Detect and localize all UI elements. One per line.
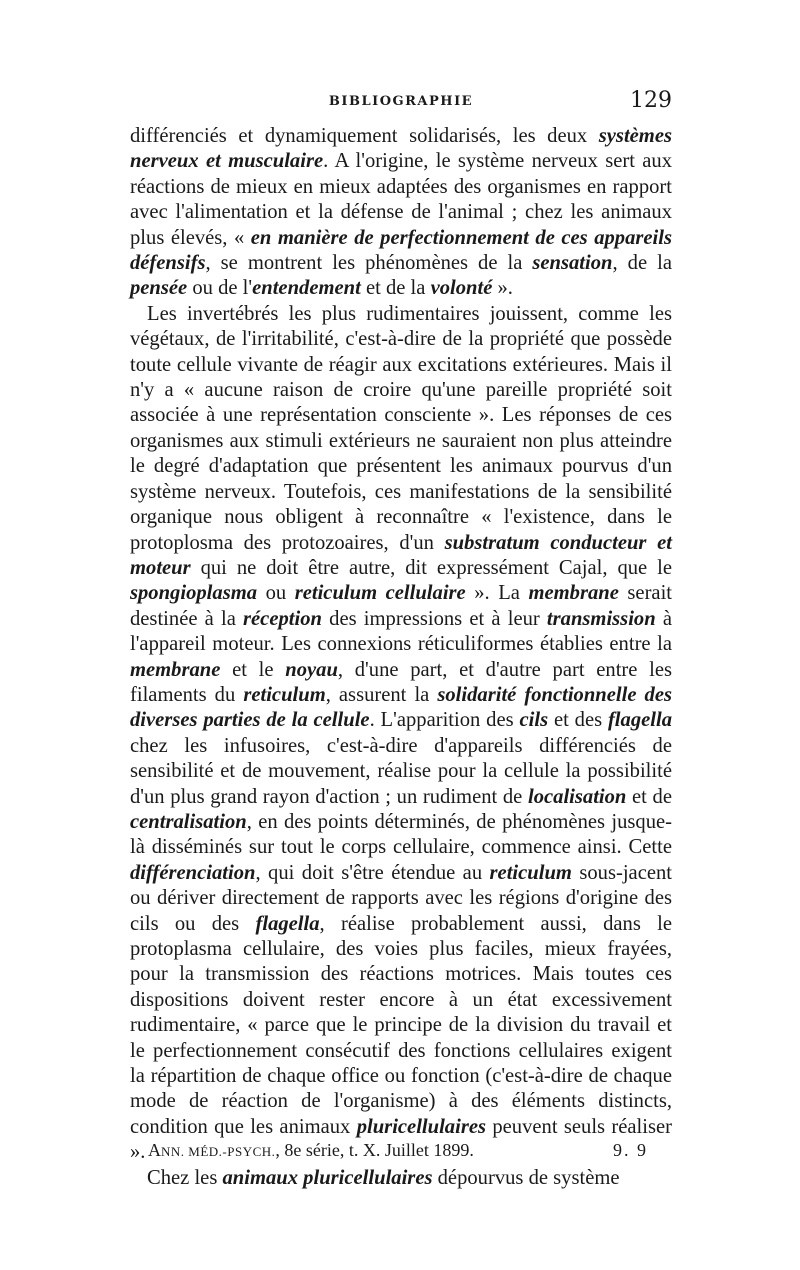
text-run: , assurent la: [325, 683, 438, 706]
italic-term: volonté: [430, 277, 493, 300]
text-run: ».: [492, 277, 513, 300]
journal-abbrev: NN. MÉD.-PSYCH.: [161, 1144, 276, 1159]
text-run: . L'apparition des: [369, 709, 520, 732]
italic-term: substratum conducteur et moteur: [130, 531, 672, 579]
italic-term: localisation: [527, 785, 627, 808]
italic-term: membrane: [130, 658, 221, 681]
italic-term: reticulum: [489, 861, 572, 884]
italic-term: réception: [243, 607, 322, 630]
italic-term: systèmes nerveux et musculaire: [130, 125, 672, 173]
italic-term: animaux pluricellulaires: [222, 1166, 433, 1189]
text-run: chez les infusoires, c'est-à-dire d'appareils différenciés de sensibilité et de mouvement, réalise pour la cellule la possibilité d'un plus grand rayon d'action ; un rudiment de: [130, 734, 672, 808]
italic-term: pensée: [130, 277, 188, 300]
paragraph-3: [130, 1166, 672, 1191]
running-title: BIBLIOGRAPHIE: [328, 94, 474, 109]
text-run: , de la: [612, 252, 672, 275]
journal-issue: , 8e série, t. X. Juillet 1899.: [275, 1140, 474, 1160]
text-run: des impressions et à leur: [321, 607, 547, 630]
page-number: 129: [630, 88, 672, 113]
text-run: ». La: [465, 582, 529, 605]
text-run: ou de l': [187, 277, 253, 300]
text-run: Chez les: [147, 1166, 223, 1189]
italic-term: solidarité fonctionnelle des diverses parties de la cellule: [130, 683, 672, 732]
italic-term: cils: [519, 709, 549, 732]
text-run: et des: [548, 709, 608, 732]
italic-term: flagella: [255, 912, 320, 935]
text-run: , qui doit s'être étendue au: [255, 861, 490, 884]
italic-term: en manière de perfectionnement de ces appareils défensifs: [130, 226, 672, 275]
journal-initial: A: [148, 1140, 161, 1160]
text-run: ou: [257, 582, 295, 605]
text-run: Les invertébrés les plus rudimentaires jouissent, comme les végétaux, de l'irritabilité, c'est-à-dire de la propriété que possède toute cellule vivante de réagir aux excitations extérieures. Mais il n'y a « aucune raison de croire qu'une pareille propriété soit associée à une représentation consciente ». Les réponses de ces organismes aux stimuli extérieurs ne sauraient non plus atteindre le degré d'adaptation que présentent les animaux pourvus d'un système nerveux. Toutefois, ces manifestations de la sensibilité organique nous obligent à reconnaître « l'existence, dans le protoplosma des protozoaires, d'un: [130, 302, 672, 554]
italic-term: noyau: [285, 658, 338, 681]
text-run: peuvent seuls réaliser ».: [130, 1115, 673, 1164]
running-header: [130, 88, 672, 118]
text-run: différenciés et dynamiquement solidarisés, les deux: [130, 125, 599, 147]
italic-term: flagella: [607, 709, 673, 732]
italic-term: spongioplasma: [130, 582, 258, 605]
italic-term: différenciation: [130, 861, 256, 884]
text-run: et le: [220, 658, 286, 681]
text-run: et de la: [360, 277, 431, 300]
text-run: , se montrent les phénomènes de la: [205, 252, 533, 275]
italic-term: reticulum cellulaire: [294, 582, 466, 605]
body-text: [130, 124, 672, 1191]
text-run: , d'une part, et d'autre part entre les filaments du: [130, 658, 673, 706]
paragraph-1: [130, 124, 672, 302]
journal-reference: [148, 1140, 474, 1161]
italic-term: transmission: [546, 607, 656, 630]
italic-term: pluricellulaires: [356, 1115, 486, 1138]
text-run: , en des points déterminés, de phénomènes jusque-là disséminés sur tout le corps cellulaire, commence ainsi. Cette: [130, 810, 672, 859]
italic-term: membrane: [528, 582, 619, 605]
italic-term: entendement: [252, 277, 361, 300]
text-run: serait destinée à la: [130, 582, 673, 630]
text-run: à l'appareil moteur. Les connexions réticuliformes établies entre la: [130, 607, 672, 656]
italic-term: sensation: [532, 252, 613, 275]
signature-mark: 9. 9: [613, 1140, 648, 1160]
text-run: , réalise probablement aussi, dans le protoplasma cellulaire, des voies plus faciles, mieux frayées, pour la transmission des réactions motrices. Mais toutes ces dispositions doivent rester encore à un état excessivement rudimentaire, « parce que le principe de la division du travail et le perfectionnement consécutif des fonctions cellulaires exigent la répartition de chaque office ou fonction (c'est-à-dire de chaque mode de réaction de l'organisme) à des éléments distincts, condition que les animaux: [130, 912, 672, 1138]
text-run: dépourvus de système: [432, 1166, 620, 1189]
italic-term: reticulum: [243, 683, 326, 706]
text-run: sous-jacent ou dériver directement de rapports avec les régions d'origine des cils ou des: [130, 861, 672, 935]
italic-term: centralisation: [130, 810, 247, 833]
paragraph-2: [130, 302, 672, 1166]
text-run: . A l'origine, le système nerveux sert aux réactions de mieux en mieux adaptées des organismes en rapport avec l'alimentation et la défense de l'animal ; chez les animaux plus élevés, «: [130, 150, 673, 249]
text-run: et de: [626, 785, 672, 808]
text-run: qui ne doit être autre, dit expressément Cajal, que le: [190, 556, 672, 579]
